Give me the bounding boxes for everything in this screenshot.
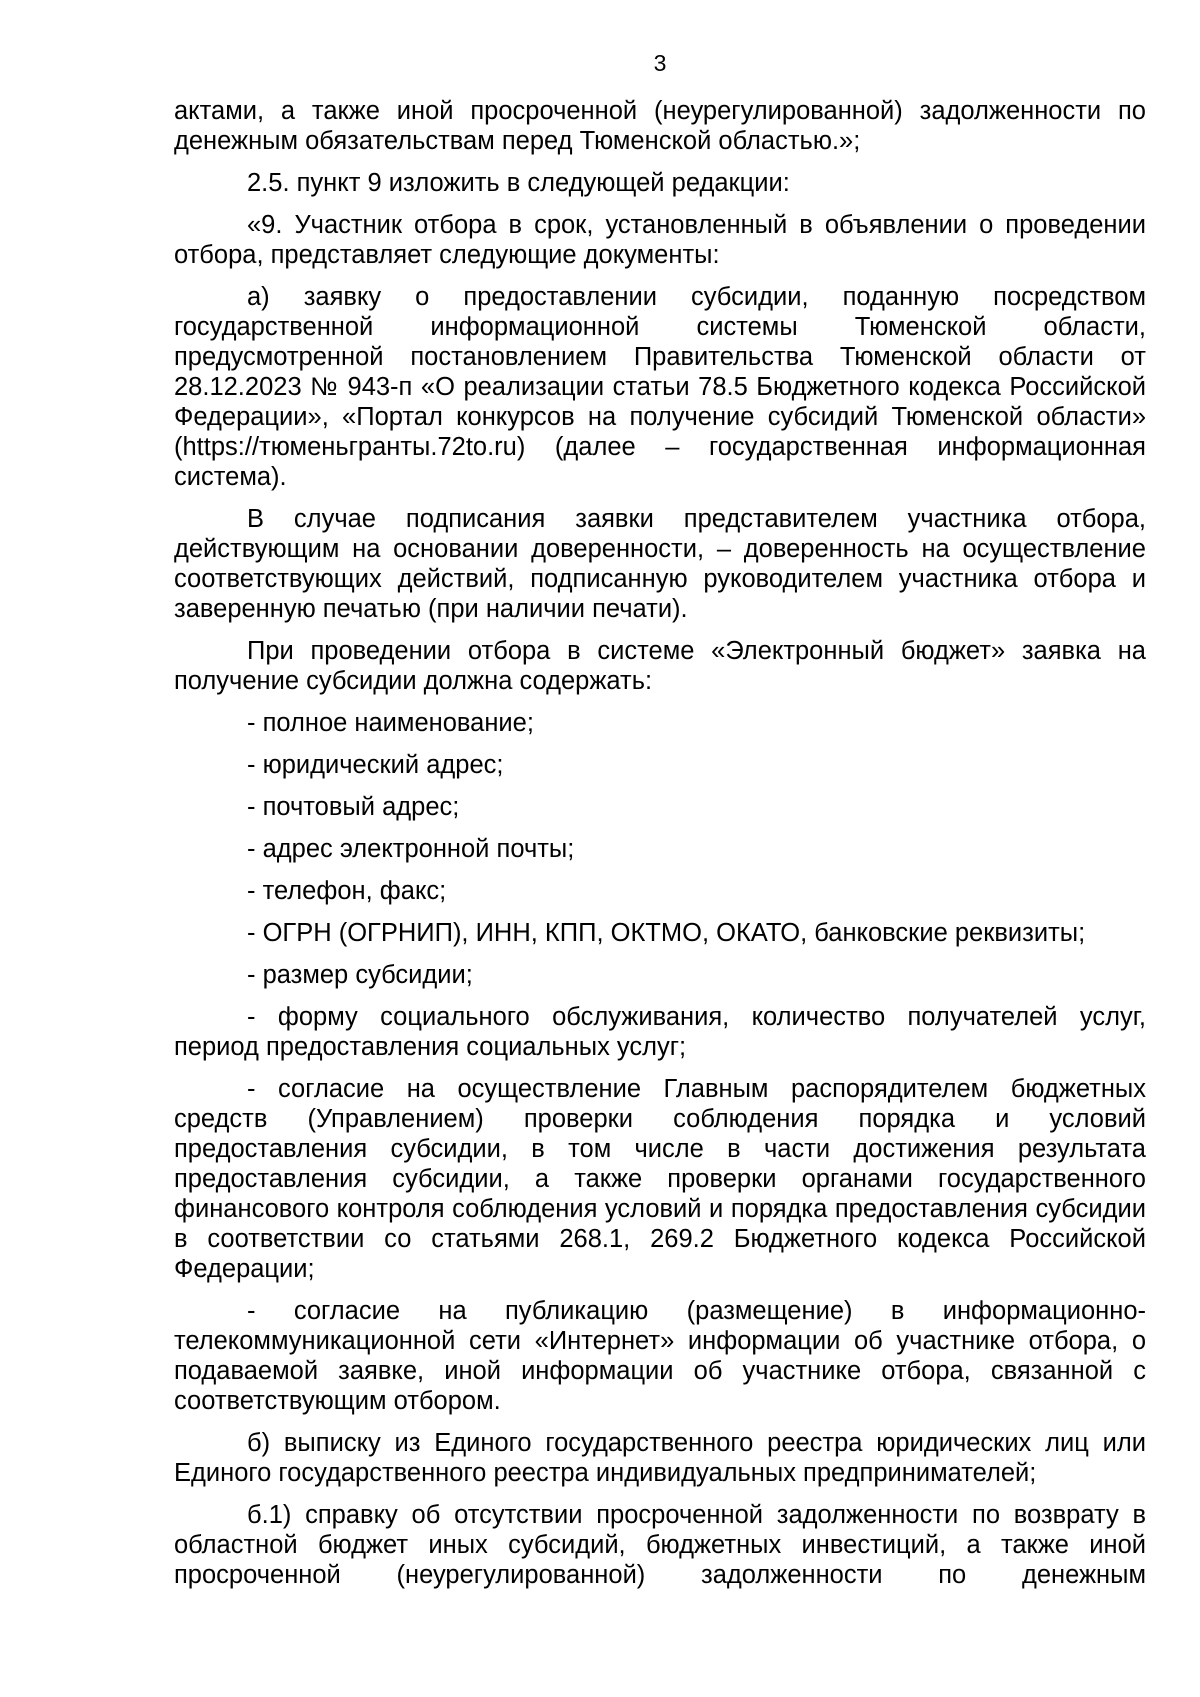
paragraph-continuation: актами, а также иной просроченной (неурегулированной) задолженности по денежным обязательствам перед Тюменской областью.»; (174, 97, 1146, 155)
list-item-service-form: - форму социального обслуживания, количество получателей услуг, период предоставления социальных услуг; (174, 1003, 1146, 1061)
paragraph-subitem-a: а) заявку о предоставлении субсидии, поданную посредством государственной информационной системы Тюменской области, предусмотренной постановлением Правительства Тюменской области от 28.12.2023 № 943-п «О реализации статьи 78.5 Бюджетного кодекса Российской Федерации», «Портал конкурсов на получение субсидий Тюменской области» (https://тюменьгранты.72to.ru) (далее – государственная информационная система). (174, 283, 1146, 491)
list-item-phone-fax: - телефон, факс; (247, 877, 447, 905)
paragraph-electronic-budget: При проведении отбора в системе «Электронный бюджет» заявка на получение субсидии должна содержать: (174, 637, 1146, 695)
list-item-subsidy-size: - размер субсидии; (247, 961, 473, 989)
list-item-legal-address: - юридический адрес; (247, 751, 504, 779)
paragraph-clause-9: «9. Участник отбора в срок, установленный в объявлении о проведении отбора, представляет следующие документы: (174, 211, 1146, 269)
paragraph-item-2-5: 2.5. пункт 9 изложить в следующей редакции: (247, 169, 790, 197)
list-item-email: - адрес электронной почты; (247, 835, 575, 863)
list-item-consent-verification: - согласие на осуществление Главным распорядителем бюджетных средств (Управлением) проверки соблюдения порядка и условий предоставления субсидии, в том числе в части достижения результата предоставления субсидии, а также проверки органами государственного финансового контроля соблюдения условий и порядка предоставления субсидии в соответствии со статьями 268.1, 269.2 Бюджетного кодекса Российской Федерации; (174, 1075, 1146, 1283)
paragraph-subitem-b1: б.1) справку об отсутствии просроченной задолженности по возврату в областной бюджет иных субсидий, бюджетных инвестиций, а также иной просроченной (неурегулированной) задолженности по денежным (174, 1501, 1146, 1589)
list-item-full-name: - полное наименование; (247, 709, 534, 737)
list-item-consent-publication: - согласие на публикацию (размещение) в информационно-телекоммуникационной сети «Интернет» информации об участнике отбора, о подаваемой заявке, иной информации об участнике отбора, связанной с соответствующим отбором. (174, 1297, 1146, 1415)
paragraph-subitem-b: б) выписку из Единого государственного реестра юридических лиц или Единого государственного реестра индивидуальных предпринимателей; (174, 1429, 1146, 1487)
page-number: 3 (653, 50, 667, 76)
document-page (174, 50, 1146, 1602)
list-item-requisites: - ОГРН (ОГРНИП), ИНН, КПП, ОКТМО, ОКАТО, банковские реквизиты; (247, 919, 1086, 947)
list-item-postal-address: - почтовый адрес; (247, 793, 460, 821)
paragraph-power-of-attorney: В случае подписания заявки представителем участника отбора, действующим на основании доверенности, – доверенность на осуществление соответствующих действий, подписанную руководителем участника отбора и заверенную печатью (при наличии печати). (174, 505, 1146, 623)
